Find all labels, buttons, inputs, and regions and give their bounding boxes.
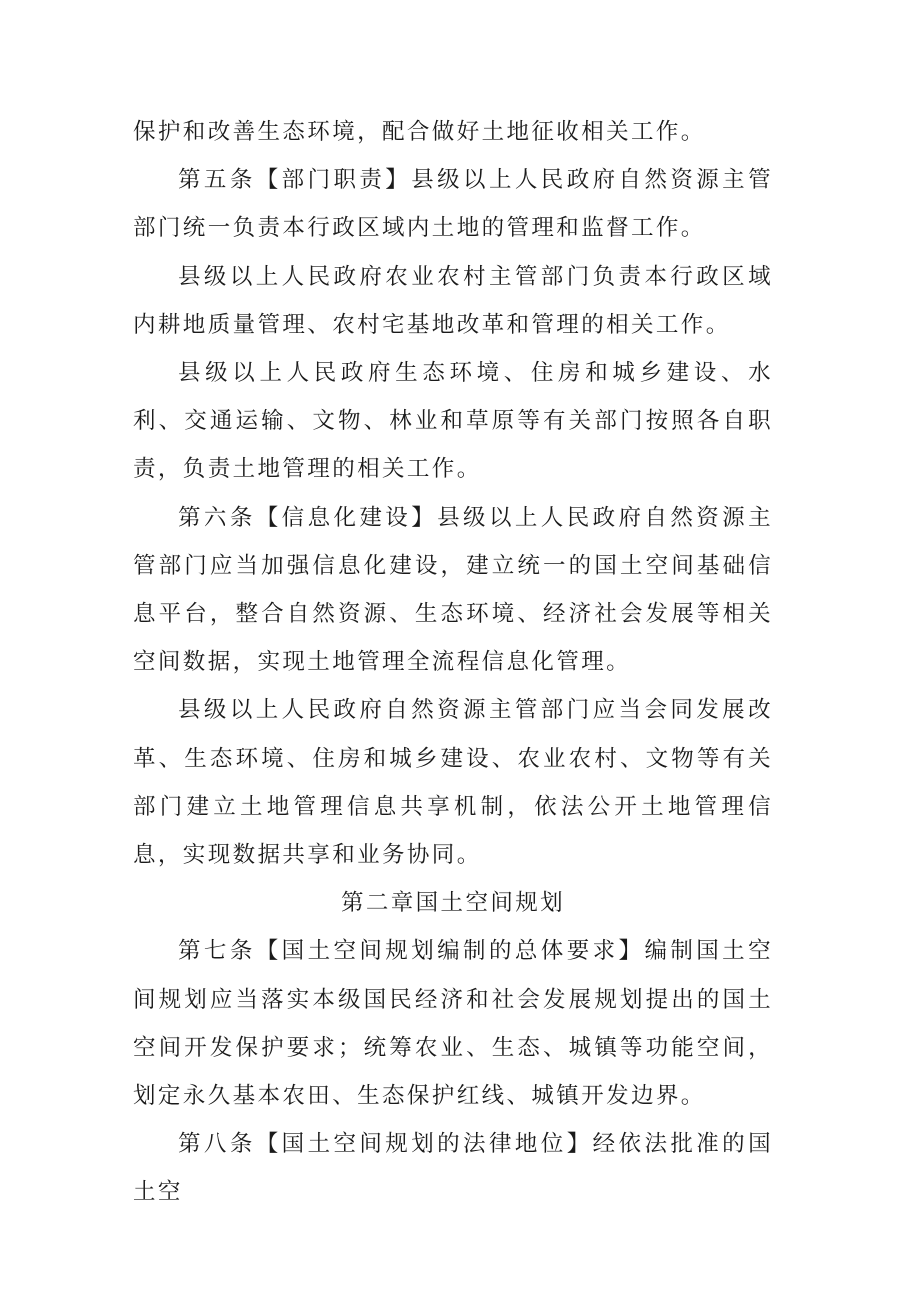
paragraph-info-sharing: 县级以上人民政府自然资源主管部门应当会同发展改革、生态环境、住房和城乡建设、农业农村、文物等有关部门建立土地管理信息共享机制，依法公开土地管理信息，实现数据共享和业务协同。 bbox=[133, 697, 773, 869]
paragraph-article-5: 第五条【部门职责】县级以上人民政府自然资源主管部门统一负责本行政区域内土地的管理和监督工作。 bbox=[133, 167, 773, 242]
chapter-heading: 第二章国土空间规划 bbox=[340, 890, 566, 917]
paragraph-agriculture-dept: 县级以上人民政府农业农村主管部门负责本行政区域内耕地质量管理、农村宅基地改革和管理的相关工作。 bbox=[133, 263, 773, 338]
paragraph-other-depts: 县级以上人民政府生态环境、住房和城乡建设、水利、交通运输、文物、林业和草原等有关部门按照各自职责，负责土地管理的相关工作。 bbox=[133, 360, 773, 483]
paragraph-article-6: 第六条【信息化建设】县级以上人民政府自然资源主管部门应当加强信息化建设，建立统一的国土空间基础信息平台，整合自然资源、生态环境、经济社会发展等相关空间数据，实现土地管理全流程信息化管理。 bbox=[133, 504, 773, 676]
paragraph-article-8: 第八条【国土空间规划的法律地位】经依法批准的国土空 bbox=[133, 1131, 773, 1206]
paragraph-article-7: 第七条【国土空间规划编制的总体要求】编制国土空间规划应当落实本级国民经济和社会发展规划提出的国土空间开发保护要求；统筹农业、生态、城镇等功能空间，划定永久基本农田、生态保护红线、城镇开发边界。 bbox=[133, 938, 773, 1110]
paragraph-continuation: 保护和改善生态环境，配合做好土地征收相关工作。 bbox=[133, 119, 706, 145]
document-body bbox=[133, 108, 773, 1217]
